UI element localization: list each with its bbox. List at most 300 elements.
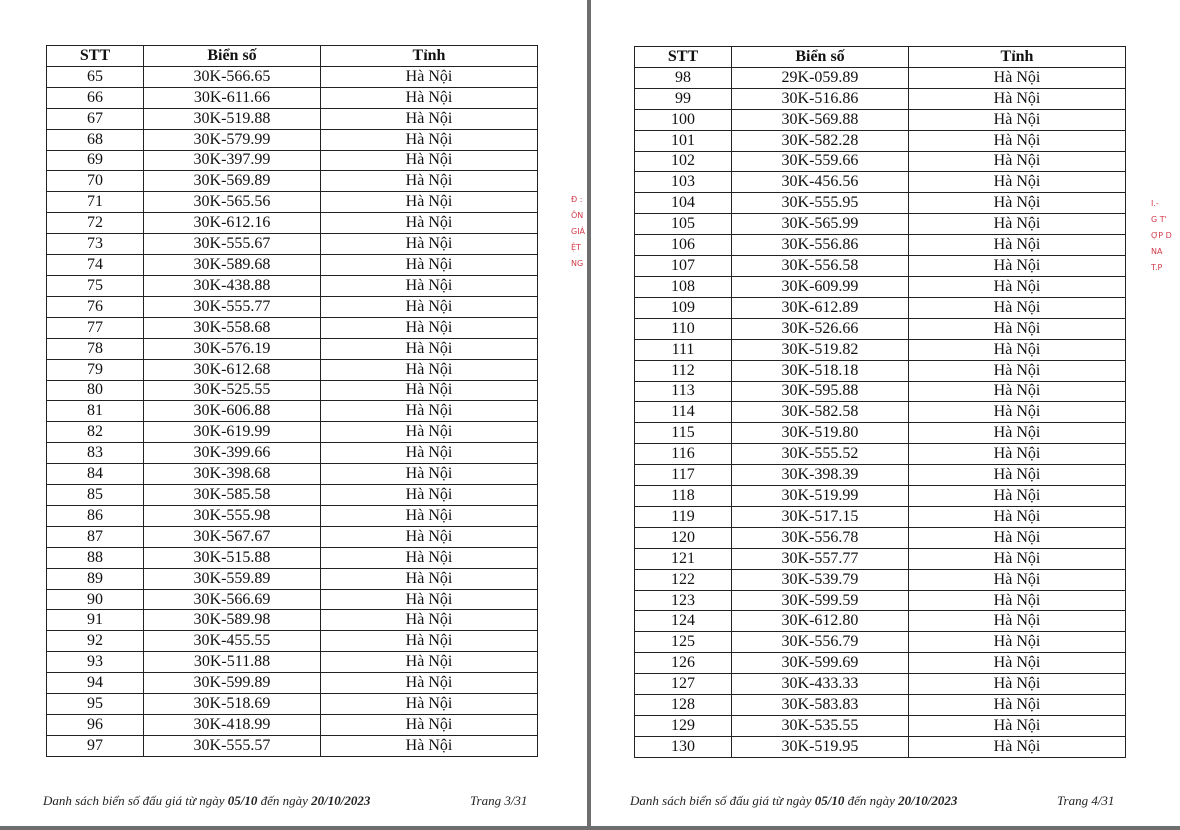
header-plate: Biển số — [732, 47, 909, 68]
cell-province: Hà Nội — [321, 673, 538, 694]
table-row — [635, 360, 1126, 381]
cell-stt: 117 — [635, 465, 732, 486]
cell-stt: 113 — [635, 381, 732, 402]
stamp-text: GIÁ — [571, 227, 586, 236]
document-page-right — [591, 0, 1180, 826]
cell-plate: 30K-555.52 — [732, 444, 909, 465]
footer-prefix: Danh sách biển số đấu giá từ ngày — [43, 793, 225, 808]
table-row — [47, 485, 538, 506]
cell-stt: 101 — [635, 130, 732, 151]
cell-stt: 130 — [635, 736, 732, 757]
cell-province: Hà Nội — [909, 276, 1126, 297]
cell-stt: 70 — [47, 171, 144, 192]
cell-province: Hà Nội — [321, 694, 538, 715]
stamp-text: ÔN — [571, 211, 584, 220]
cell-province: Hà Nội — [909, 736, 1126, 757]
cell-plate: 30K-589.68 — [144, 255, 321, 276]
cell-plate: 30K-519.95 — [732, 736, 909, 757]
table-row — [635, 653, 1126, 674]
cell-stt: 110 — [635, 318, 732, 339]
cell-plate: 30K-609.99 — [732, 276, 909, 297]
cell-province: Hà Nội — [909, 193, 1126, 214]
document-page-left — [0, 0, 587, 826]
table-row — [635, 172, 1126, 193]
table-row — [635, 569, 1126, 590]
stamp-text: G T' — [1151, 215, 1167, 224]
cell-province: Hà Nội — [321, 234, 538, 255]
table-row — [47, 129, 538, 150]
cell-province: Hà Nội — [909, 695, 1126, 716]
cell-province: Hà Nội — [321, 171, 538, 192]
cell-province: Hà Nội — [321, 589, 538, 610]
cell-stt: 73 — [47, 234, 144, 255]
cell-province: Hà Nội — [909, 569, 1126, 590]
cell-plate: 30K-599.89 — [144, 673, 321, 694]
cell-stt: 127 — [635, 674, 732, 695]
cell-plate: 30K-611.66 — [144, 87, 321, 108]
cell-plate: 30K-599.59 — [732, 590, 909, 611]
table-row — [635, 402, 1126, 423]
footer-prefix: Danh sách biển số đấu giá từ ngày — [630, 793, 812, 808]
cell-province: Hà Nội — [909, 297, 1126, 318]
cell-plate: 30K-576.19 — [144, 338, 321, 359]
cell-plate: 30K-612.68 — [144, 359, 321, 380]
cell-stt: 100 — [635, 109, 732, 130]
table-row — [635, 151, 1126, 172]
cell-plate: 30K-619.99 — [144, 422, 321, 443]
table-row — [635, 214, 1126, 235]
footer-mid: đến ngày — [847, 793, 895, 808]
table-row — [47, 610, 538, 631]
table-row — [635, 632, 1126, 653]
cell-plate: 30K-569.88 — [732, 109, 909, 130]
stamp-text: NA — [1151, 247, 1163, 256]
cell-plate: 30K-559.66 — [732, 151, 909, 172]
cell-stt: 88 — [47, 547, 144, 568]
table-row — [635, 444, 1126, 465]
cell-plate: 30K-559.89 — [144, 568, 321, 589]
footer-caption — [630, 793, 957, 809]
cell-stt: 126 — [635, 653, 732, 674]
cell-stt: 87 — [47, 526, 144, 547]
cell-stt: 76 — [47, 296, 144, 317]
table-row — [635, 193, 1126, 214]
cell-plate: 30K-438.88 — [144, 275, 321, 296]
cell-stt: 77 — [47, 317, 144, 338]
cell-plate: 30K-566.65 — [144, 66, 321, 87]
cell-plate: 30K-511.88 — [144, 652, 321, 673]
table-row — [47, 589, 538, 610]
cell-province: Hà Nội — [321, 505, 538, 526]
table-row — [47, 568, 538, 589]
header-stt: STT — [47, 46, 144, 67]
cell-stt: 112 — [635, 360, 732, 381]
table-row — [635, 88, 1126, 109]
cell-province: Hà Nội — [909, 611, 1126, 632]
table-row — [635, 235, 1126, 256]
cell-plate: 30K-535.55 — [732, 716, 909, 737]
cell-stt: 111 — [635, 339, 732, 360]
cell-stt: 122 — [635, 569, 732, 590]
cell-stt: 93 — [47, 652, 144, 673]
cell-stt: 74 — [47, 255, 144, 276]
cell-stt: 79 — [47, 359, 144, 380]
cell-plate: 30K-555.77 — [144, 296, 321, 317]
table-row — [47, 213, 538, 234]
cell-stt: 97 — [47, 735, 144, 756]
table-row — [47, 631, 538, 652]
cell-stt: 84 — [47, 464, 144, 485]
cell-province: Hà Nội — [321, 610, 538, 631]
cell-province: Hà Nội — [909, 130, 1126, 151]
cell-plate: 30K-565.99 — [732, 214, 909, 235]
cell-plate: 30K-565.56 — [144, 192, 321, 213]
cell-province: Hà Nội — [909, 402, 1126, 423]
cell-province: Hà Nội — [909, 527, 1126, 548]
page-number: Trang 4/31 — [1057, 793, 1115, 808]
cell-plate: 30K-517.15 — [732, 506, 909, 527]
table-row — [47, 422, 538, 443]
table-row — [635, 423, 1126, 444]
cell-province: Hà Nội — [321, 380, 538, 401]
table-row — [635, 109, 1126, 130]
cell-province: Hà Nội — [321, 631, 538, 652]
footer-to-date: 20/10/2023 — [898, 793, 958, 808]
table-row — [635, 67, 1126, 88]
cell-plate: 30K-556.78 — [732, 527, 909, 548]
cell-stt: 128 — [635, 695, 732, 716]
table-row — [635, 276, 1126, 297]
cell-stt: 98 — [635, 67, 732, 88]
plates-table-right — [634, 46, 1126, 758]
cell-plate: 30K-539.79 — [732, 569, 909, 590]
cell-stt: 106 — [635, 235, 732, 256]
stamp-text: I.- — [1151, 199, 1159, 208]
table-row — [47, 464, 538, 485]
cell-plate: 30K-519.88 — [144, 108, 321, 129]
table-row — [47, 715, 538, 736]
cell-plate: 30K-397.99 — [144, 150, 321, 171]
cell-stt: 104 — [635, 193, 732, 214]
cell-stt: 66 — [47, 87, 144, 108]
table-row — [47, 652, 538, 673]
cell-plate: 30K-519.80 — [732, 423, 909, 444]
cell-plate: 30K-399.66 — [144, 443, 321, 464]
table-header-row — [635, 47, 1126, 68]
cell-stt: 119 — [635, 506, 732, 527]
cell-province: Hà Nội — [321, 150, 538, 171]
table-header-row — [47, 46, 538, 67]
table-row — [47, 673, 538, 694]
table-row — [47, 171, 538, 192]
cell-stt: 69 — [47, 150, 144, 171]
cell-stt: 68 — [47, 129, 144, 150]
cell-province: Hà Nội — [909, 339, 1126, 360]
cell-plate: 30K-569.89 — [144, 171, 321, 192]
table-row — [635, 736, 1126, 757]
table-row — [47, 108, 538, 129]
cell-province: Hà Nội — [321, 485, 538, 506]
table-row — [635, 527, 1126, 548]
page-number: Trang 3/31 — [470, 793, 528, 808]
cell-plate: 30K-555.98 — [144, 505, 321, 526]
table-row — [47, 255, 538, 276]
table-row — [47, 150, 538, 171]
cell-province: Hà Nội — [321, 735, 538, 756]
table-row — [635, 297, 1126, 318]
cell-plate: 30K-585.58 — [144, 485, 321, 506]
cell-province: Hà Nội — [909, 548, 1126, 569]
cell-plate: 30K-555.57 — [144, 735, 321, 756]
table-row — [635, 548, 1126, 569]
cell-province: Hà Nội — [909, 590, 1126, 611]
cell-stt: 129 — [635, 716, 732, 737]
cell-plate: 30K-525.55 — [144, 380, 321, 401]
table-row — [635, 590, 1126, 611]
table-row — [47, 87, 538, 108]
cell-province: Hà Nội — [321, 401, 538, 422]
table-row — [635, 611, 1126, 632]
cell-stt: 86 — [47, 505, 144, 526]
cell-stt: 71 — [47, 192, 144, 213]
cell-plate: 30K-599.69 — [732, 653, 909, 674]
footer-to-date: 20/10/2023 — [311, 793, 371, 808]
cell-plate: 30K-557.77 — [732, 548, 909, 569]
cell-province: Hà Nội — [909, 653, 1126, 674]
cell-plate: 30K-582.28 — [732, 130, 909, 151]
cell-province: Hà Nội — [909, 235, 1126, 256]
cell-plate: 30K-595.88 — [732, 381, 909, 402]
red-stamp-fragment — [1151, 196, 1180, 276]
table-row — [47, 694, 538, 715]
table-row — [635, 256, 1126, 277]
cell-province: Hà Nội — [909, 172, 1126, 193]
table-row — [635, 130, 1126, 151]
cell-plate: 30K-456.56 — [732, 172, 909, 193]
cell-plate: 30K-518.69 — [144, 694, 321, 715]
cell-plate: 30K-567.67 — [144, 526, 321, 547]
cell-stt: 81 — [47, 401, 144, 422]
table-row — [47, 547, 538, 568]
footer-from-date: 05/10 — [227, 793, 258, 808]
cell-stt: 116 — [635, 444, 732, 465]
table-row — [635, 465, 1126, 486]
table-row — [635, 486, 1126, 507]
cell-province: Hà Nội — [321, 296, 538, 317]
table-row — [47, 735, 538, 756]
cell-province: Hà Nội — [909, 256, 1126, 277]
cell-province: Hà Nội — [909, 88, 1126, 109]
cell-stt: 94 — [47, 673, 144, 694]
cell-stt: 109 — [635, 297, 732, 318]
cell-province: Hà Nội — [321, 715, 538, 736]
cell-province: Hà Nội — [321, 547, 538, 568]
cell-plate: 30K-455.55 — [144, 631, 321, 652]
cell-stt: 121 — [635, 548, 732, 569]
cell-stt: 114 — [635, 402, 732, 423]
cell-stt: 72 — [47, 213, 144, 234]
stamp-text: T.P — [1151, 263, 1163, 272]
cell-province: Hà Nội — [909, 632, 1126, 653]
cell-province: Hà Nội — [321, 275, 538, 296]
cell-stt: 78 — [47, 338, 144, 359]
cell-province: Hà Nội — [321, 255, 538, 276]
cell-plate: 30K-398.68 — [144, 464, 321, 485]
stamp-text: NG — [571, 259, 584, 268]
cell-stt: 120 — [635, 527, 732, 548]
cell-province: Hà Nội — [909, 506, 1126, 527]
cell-province: Hà Nội — [321, 652, 538, 673]
cell-province: Hà Nội — [321, 526, 538, 547]
cell-plate: 30K-516.86 — [732, 88, 909, 109]
cell-province: Hà Nội — [321, 422, 538, 443]
cell-plate: 30K-418.99 — [144, 715, 321, 736]
cell-province: Hà Nội — [909, 67, 1126, 88]
cell-plate: 30K-566.69 — [144, 589, 321, 610]
footer-from-date: 05/10 — [814, 793, 845, 808]
table-row — [635, 674, 1126, 695]
cell-stt: 83 — [47, 443, 144, 464]
table-row — [635, 695, 1126, 716]
cell-stt: 123 — [635, 590, 732, 611]
table-row — [47, 338, 538, 359]
cell-stt: 105 — [635, 214, 732, 235]
red-stamp-fragment — [571, 192, 587, 272]
cell-stt: 99 — [635, 88, 732, 109]
table-row — [47, 359, 538, 380]
cell-stt: 95 — [47, 694, 144, 715]
table-row — [635, 716, 1126, 737]
cell-stt: 118 — [635, 486, 732, 507]
cell-plate: 30K-606.88 — [144, 401, 321, 422]
header-stt: STT — [635, 47, 732, 68]
cell-province: Hà Nội — [909, 214, 1126, 235]
table-row — [47, 401, 538, 422]
cell-plate: 30K-583.83 — [732, 695, 909, 716]
header-plate: Biển số — [144, 46, 321, 67]
footer-caption — [43, 793, 370, 809]
table-row — [635, 318, 1126, 339]
plates-table-left — [46, 45, 538, 757]
cell-stt: 96 — [47, 715, 144, 736]
cell-province: Hà Nội — [321, 129, 538, 150]
cell-province: Hà Nội — [909, 423, 1126, 444]
table-row — [635, 381, 1126, 402]
cell-plate: 30K-398.39 — [732, 465, 909, 486]
cell-plate: 29K-059.89 — [732, 67, 909, 88]
cell-plate: 30K-519.99 — [732, 486, 909, 507]
cell-stt: 102 — [635, 151, 732, 172]
cell-plate: 30K-515.88 — [144, 547, 321, 568]
cell-province: Hà Nội — [909, 318, 1126, 339]
cell-stt: 107 — [635, 256, 732, 277]
cell-stt: 115 — [635, 423, 732, 444]
stamp-text: ỢP D — [1151, 231, 1172, 240]
cell-plate: 30K-519.82 — [732, 339, 909, 360]
cell-province: Hà Nội — [909, 381, 1126, 402]
cell-province: Hà Nội — [909, 465, 1126, 486]
cell-plate: 30K-433.33 — [732, 674, 909, 695]
cell-plate: 30K-518.18 — [732, 360, 909, 381]
stamp-text: ỆT — [571, 243, 581, 252]
cell-province: Hà Nội — [321, 213, 538, 234]
table-row — [47, 275, 538, 296]
table-row — [47, 234, 538, 255]
cell-stt: 75 — [47, 275, 144, 296]
cell-province: Hà Nội — [321, 568, 538, 589]
header-province: Tỉnh — [909, 47, 1126, 68]
cell-province: Hà Nội — [909, 444, 1126, 465]
cell-stt: 89 — [47, 568, 144, 589]
cell-plate: 30K-556.86 — [732, 235, 909, 256]
cell-plate: 30K-579.99 — [144, 129, 321, 150]
cell-plate: 30K-555.67 — [144, 234, 321, 255]
table-row — [47, 443, 538, 464]
cell-plate: 30K-556.58 — [732, 256, 909, 277]
footer-mid: đến ngày — [260, 793, 308, 808]
table-row — [47, 192, 538, 213]
cell-plate: 30K-582.58 — [732, 402, 909, 423]
cell-province: Hà Nội — [321, 464, 538, 485]
table-row — [47, 526, 538, 547]
cell-stt: 65 — [47, 66, 144, 87]
table-row — [47, 66, 538, 87]
cell-plate: 30K-589.98 — [144, 610, 321, 631]
cell-province: Hà Nội — [321, 66, 538, 87]
table-row — [47, 505, 538, 526]
table-row — [635, 339, 1126, 360]
cell-plate: 30K-556.79 — [732, 632, 909, 653]
cell-province: Hà Nội — [321, 108, 538, 129]
cell-province: Hà Nội — [321, 443, 538, 464]
table-row — [635, 506, 1126, 527]
cell-stt: 108 — [635, 276, 732, 297]
cell-province: Hà Nội — [321, 359, 538, 380]
cell-stt: 103 — [635, 172, 732, 193]
cell-stt: 125 — [635, 632, 732, 653]
cell-province: Hà Nội — [909, 151, 1126, 172]
cell-stt: 91 — [47, 610, 144, 631]
cell-stt: 82 — [47, 422, 144, 443]
cell-stt: 85 — [47, 485, 144, 506]
cell-stt: 92 — [47, 631, 144, 652]
cell-stt: 124 — [635, 611, 732, 632]
cell-plate: 30K-526.66 — [732, 318, 909, 339]
cell-province: Hà Nội — [909, 486, 1126, 507]
table-row — [47, 380, 538, 401]
cell-province: Hà Nội — [909, 716, 1126, 737]
table-row — [47, 317, 538, 338]
cell-stt: 80 — [47, 380, 144, 401]
cell-province: Hà Nội — [321, 192, 538, 213]
cell-stt: 67 — [47, 108, 144, 129]
cell-province: Hà Nội — [321, 87, 538, 108]
cell-plate: 30K-555.95 — [732, 193, 909, 214]
table-row — [47, 296, 538, 317]
cell-province: Hà Nội — [909, 360, 1126, 381]
stamp-text: Ð : — [571, 195, 583, 204]
cell-plate: 30K-612.89 — [732, 297, 909, 318]
cell-plate: 30K-558.68 — [144, 317, 321, 338]
cell-province: Hà Nội — [909, 674, 1126, 695]
cell-stt: 90 — [47, 589, 144, 610]
cell-province: Hà Nội — [321, 317, 538, 338]
cell-plate: 30K-612.80 — [732, 611, 909, 632]
cell-province: Hà Nội — [321, 338, 538, 359]
header-province: Tỉnh — [321, 46, 538, 67]
cell-plate: 30K-612.16 — [144, 213, 321, 234]
cell-province: Hà Nội — [909, 109, 1126, 130]
